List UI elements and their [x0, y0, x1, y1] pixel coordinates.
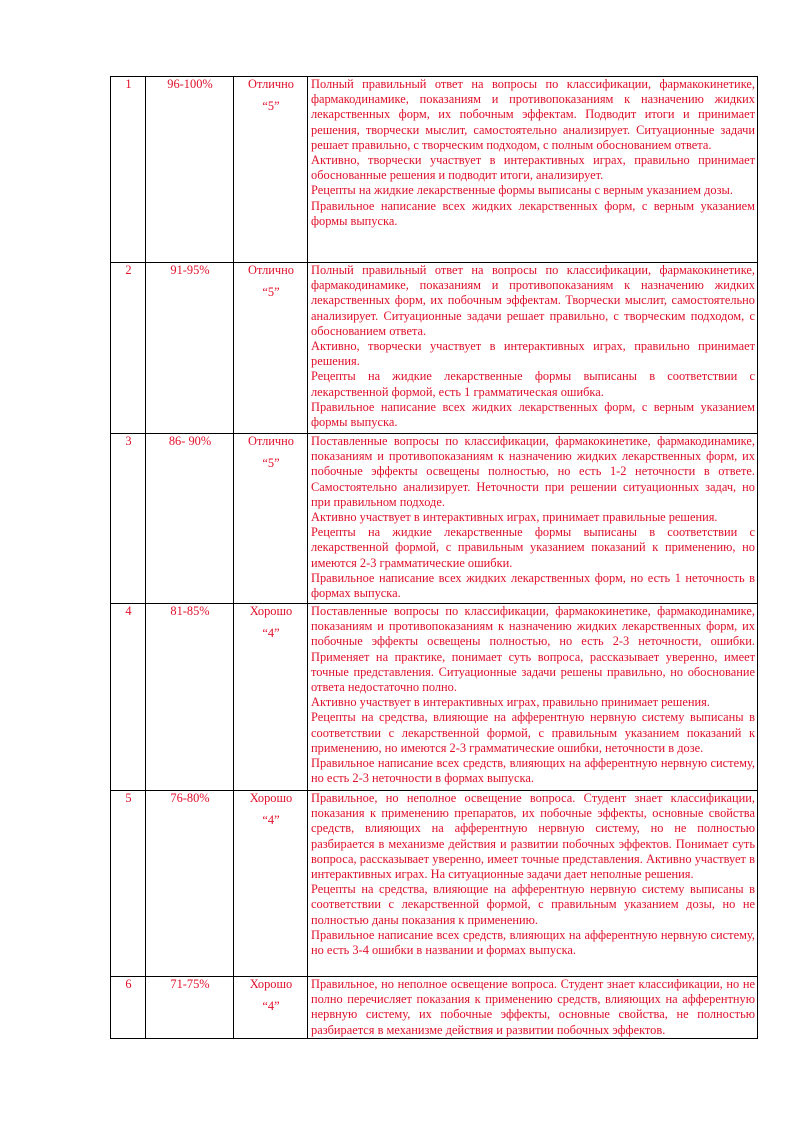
criteria-description: [308, 263, 758, 434]
criteria-description: [308, 434, 758, 604]
table-row: [111, 604, 758, 791]
criteria-paragraph: Активно, творчески участвует в интерактивных играх, правильно принимает обоснованные решения и подводит итоги, анализирует.: [311, 153, 755, 183]
grade-word: Хорошо: [249, 604, 293, 618]
table-row: [111, 77, 758, 263]
table-row: [111, 434, 758, 604]
criteria-paragraph: Правильное написание всех жидких лекарственных форм, с верным указанием формы выпуска.: [311, 399, 755, 430]
grade-cell: [234, 791, 308, 977]
grade-cell: [234, 77, 308, 263]
criteria-paragraph: Рецепты на жидкие лекарственные формы выписаны в соответствии с лекарственной формой, с правильным указанием показаний к применению, но имеются 2-3 грамматические ошибки.: [311, 525, 755, 570]
table-body: [111, 77, 758, 1039]
criteria-description: [308, 791, 758, 977]
row-number: 1: [111, 77, 146, 263]
criteria-description: [308, 977, 758, 1039]
criteria-paragraph: Активно участвует в интерактивных играх, правильно принимает решения.: [311, 695, 710, 710]
grade-word: Хорошо: [249, 791, 293, 805]
criteria-description: [308, 77, 758, 263]
grade-score: “5”: [262, 456, 280, 471]
criteria-paragraph: Рецепты на средства, влияющие на афферентную нервную систему выписаны в соответствии с лекарственной формой, с правильным указанием дозы, но не полностью даны показания к применению.: [311, 882, 755, 927]
grade-score: “4”: [262, 626, 280, 641]
criteria-paragraph: Правильное, но неполное освещение вопроса. Студент знает классификации, показания к применению препаратов, их побочные эффекты, основные свойства средств, влияющих на афферентную нервную систему, но не полностью разбирается в механизме действия и развитии побочных эффектов. Понимает суть вопроса, рассказывает уверенно, имеет точные представления. Активно участвует в интерактивных играх. На ситуационные задачи дает неполные решения.: [311, 791, 755, 882]
percent-range: 86- 90%: [146, 434, 234, 604]
criteria-paragraph: Рецепты на жидкие лекарственные формы выписаны в соответствии с лекарственной формой, есть 1 грамматическая ошибка.: [311, 369, 755, 399]
table-row: [111, 977, 758, 1039]
criteria-paragraph: Правильное написание всех жидких лекарственных форм, но есть 1 неточность в формах выпуска.: [311, 570, 755, 601]
grade-cell: [234, 977, 308, 1039]
grade-word: Отлично: [248, 263, 294, 277]
criteria-paragraph: Правильное написание всех средств, влияющих на афферентную нервную систему, но есть 3-4 ошибки в названии и формах выпуска.: [311, 927, 755, 958]
table-row: [111, 791, 758, 977]
grading-criteria-table: [110, 76, 758, 1039]
percent-range: 91-95%: [146, 263, 234, 434]
percent-range: 96-100%: [146, 77, 234, 263]
grade-word: Хорошо: [249, 977, 293, 991]
criteria-paragraph: Поставленные вопросы по классификации, фармакокинетике, фармакодинамике, показаниям и противопоказаниям к назначению жидких лекарственных форм, их побочные эффекты освещены полностью, но есть 2-3 неточности, ошибки. Применяет на практике, понимает суть вопроса, рассказывает уверенно, имеет точные представления. Ситуационные задачи решены правильно, но обоснование ответа недостаточно полно.: [311, 604, 755, 695]
grade-cell: [234, 604, 308, 791]
row-number: 2: [111, 263, 146, 434]
criteria-paragraph: Активно участвует в интерактивных играх, принимает правильные решения.: [311, 510, 718, 525]
criteria-paragraph: Правильное написание всех средств, влияющих на афферентную нервную систему, но есть 2-3 неточности в формах выпуска.: [311, 756, 755, 786]
document-page: [110, 76, 758, 1039]
criteria-paragraph: Поставленные вопросы по классификации, фармакокинетике, фармакодинамике, показаниям и противопоказаниям к назначению жидких лекарственных форм, их побочные эффекты освещены полностью, но есть 1-2 неточности в ответе. Самостоятельно анализирует. Неточности при решении ситуационных задач, но при правильном подходе.: [311, 434, 755, 509]
row-number: 6: [111, 977, 146, 1039]
grade-cell: [234, 263, 308, 434]
grade-cell: [234, 434, 308, 604]
row-number: 4: [111, 604, 146, 791]
criteria-paragraph: Полный правильный ответ на вопросы по классификации, фармакокинетике, фармакодинамике, показаниям и противопоказаниям к назначению жидких лекарственных форм, их побочным эффектам. Подводит итоги и принимает решения, творчески мыслит, самостоятельно анализирует. Ситуационные задачи решает правильно, с творческим подходом, с полным обоснованием ответа.: [311, 77, 755, 152]
row-number: 3: [111, 434, 146, 604]
table-row: [111, 263, 758, 434]
grade-score: “4”: [262, 999, 280, 1014]
grade-score: “5”: [262, 285, 280, 300]
criteria-paragraph: Правильное написание всех жидких лекарственных форм, с верным указанием формы выпуска.: [311, 198, 755, 228]
criteria-paragraph: Активно, творчески участвует в интерактивных играх, правильно принимает решения.: [311, 339, 755, 369]
grade-word: Отлично: [248, 434, 294, 448]
criteria-description: [308, 604, 758, 791]
row-number: 5: [111, 791, 146, 977]
grade-score: “4”: [262, 813, 280, 828]
grade-word: Отлично: [248, 77, 294, 91]
criteria-paragraph: Полный правильный ответ на вопросы по классификации, фармакокинетике, фармакодинамике, показаниям и противопоказаниям к назначению жидких лекарственных форм, их побочным эффектам. Творчески мыслит, самостоятельно анализирует. Ситуационные задачи решает правильно, с творческим подходом, с обоснованием ответа.: [311, 263, 755, 338]
criteria-paragraph: Правильное, но неполное освещение вопроса. Студент знает классификации, но не полно перечисляет показания к применению средств, влияющих на афферентную нервную систему, их побочные эффекты, основные свойства, не полностью разбирается в механизме действия и развитии побочных эффектов.: [311, 977, 755, 1037]
percent-range: 81-85%: [146, 604, 234, 791]
criteria-paragraph: Рецепты на средства, влияющие на афферентную нервную систему выписаны в соответствии с лекарственной формой, с правильным указанием показаний к применению, но имеются 2-3 грамматические ошибки, неточности в дозе.: [311, 710, 755, 755]
grade-score: “5”: [262, 99, 280, 114]
percent-range: 71-75%: [146, 977, 234, 1039]
percent-range: 76-80%: [146, 791, 234, 977]
criteria-paragraph: Рецепты на жидкие лекарственные формы выписаны с верным указанием дозы.: [311, 183, 733, 198]
